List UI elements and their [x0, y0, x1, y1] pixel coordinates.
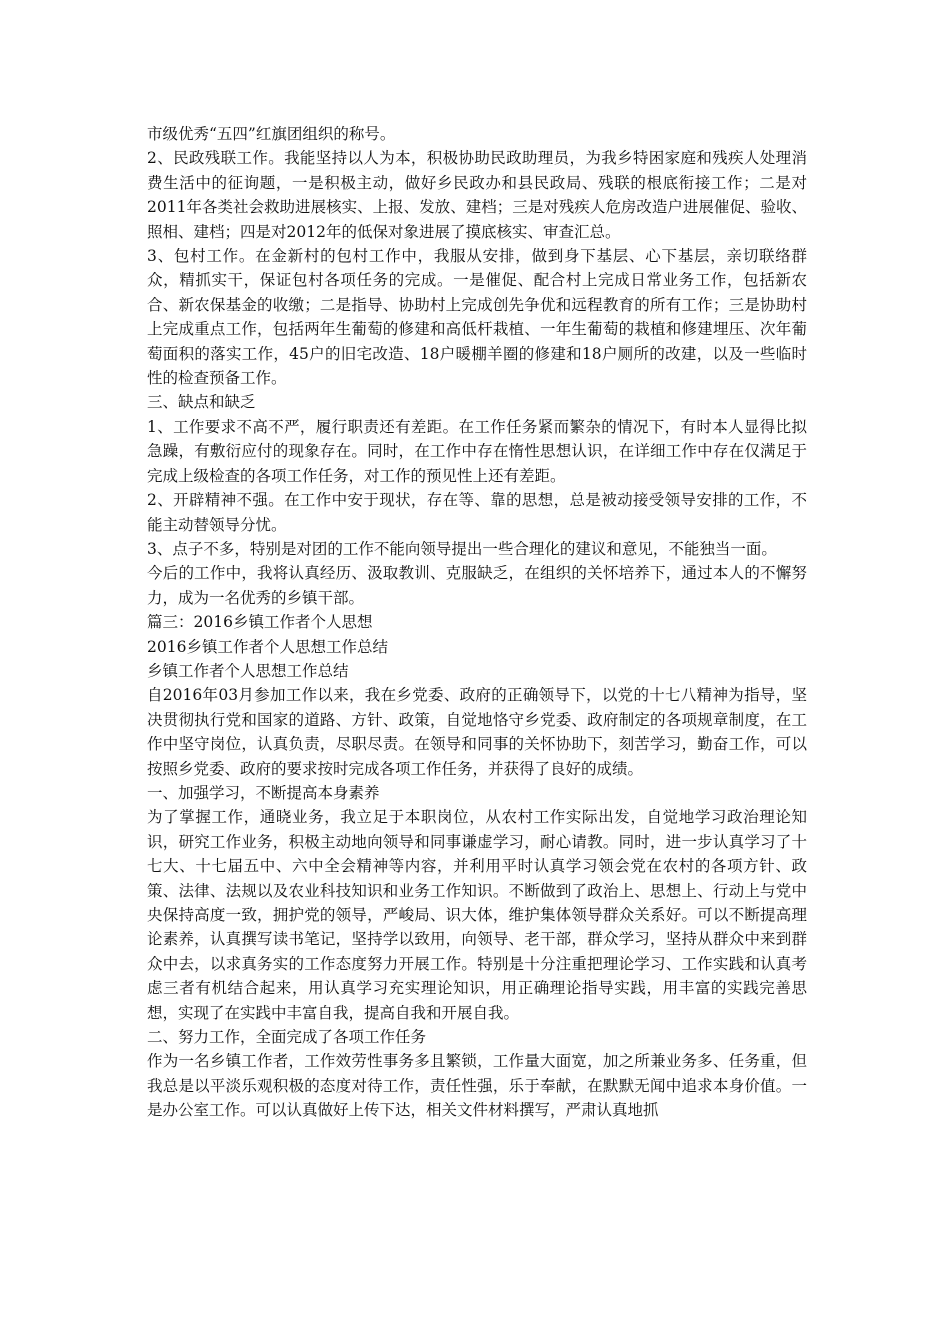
paragraph-12: 自2016年03月参加工作以来，我在乡党委、政府的正确领导下，以党的十七八精神为指导，坚决贯彻执行党和国家的道路、方针、政策，自觉地恪守乡党委、政府制定的各项规章制度，在工作中坚守岗位，认真负责，尽职尽责。在领导和同事的关怀协助下，刻苦学习，勤奋工作，可以按照乡党委、政府的要求按时完成各项工作任务，并获得了良好的成绩。: [147, 686, 807, 778]
paragraph-16: 作为一名乡镇工作者，工作效劳性事务多且繁锁，工作量大面宽，加之所兼业务多、任务重，但我总是以平淡乐观积极的态度对待工作，责任性强，乐于奉献，在默默无闻中追求本身价值。一是办公室工作。可以认真做好上传下达，相关文件材料撰写，严肃认真地抓: [147, 1052, 807, 1120]
article-subtitle: 乡镇工作者个人思想工作总结: [147, 661, 349, 680]
paragraph-3: 3、包村工作。在金新村的包村工作中，我服从安排，做到身下基层、心下基层，亲切联络群众，精抓实干，保证包村各项任务的完成。一是催促、配合村上完成日常业务工作，包括新农合、新农保基金的收缴；二是指导、协助村上完成创先争优和远程教育的所有工作；三是协助村上完成重点工作，包括两年生葡萄的修建和高低杆栽植、一年生葡萄的栽植和修建埋压、次年葡萄面积的落实工作，45户的旧宅改造、18户暖棚羊圈的修建和18户厕所的改建，以及一些临时性的检查预备工作。: [147, 247, 807, 388]
paragraph-6: 2、开辟精神不强。在工作中安于现状，存在等、靠的思想，总是被动接受领导安排的工作，不能主动替领导分忧。: [147, 491, 807, 534]
paragraph-7: 3、点子不多，特别是对团的工作不能向领导提出一些合理化的建议和意见，不能独当一面。: [147, 539, 777, 558]
chapter-heading: 篇三：2016乡镇工作者个人思想: [147, 613, 373, 632]
document-page: [147, 122, 807, 1123]
paragraph-1: 市级优秀“五四”红旗团组织的称号。: [147, 125, 396, 143]
paragraph-8: 今后的工作中，我将认真经历、汲取教训、克服缺乏，在组织的关怀培养下，通过本人的不懈努力，成为一名优秀的乡镇干部。: [147, 564, 807, 607]
section-heading-shortcomings: 三、缺点和缺乏: [147, 393, 256, 412]
article-title: 2016乡镇工作者个人思想工作总结: [147, 637, 388, 656]
section-heading-work: 二、努力工作，全面完成了各项工作任务: [147, 1028, 427, 1047]
paragraph-2: 2、民政残联工作。我能坚持以人为本，积极协助民政助理员，为我乡特困家庭和残疾人处理消费生活中的征询题，一是积极主动，做好乡民政办和县民政局、残联的根底衔接工作；二是对2011年各类社会救助进展核实、上报、发放、建档；三是对残疾人危房改造户进展催促、验收、照相、建档；四是对2012年的低保对象进展了摸底核实、审查汇总。: [147, 149, 807, 241]
paragraph-5: 1、工作要求不高不严，履行职责还有差距。在工作任务紧而繁杂的情况下，有时本人显得比拟急躁，有敷衍应付的现象存在。同时，在工作中存在惰性思想认识，在详细工作中存在仅满足于完成上级检查的各项工作任务，对工作的预见性上还有差距。: [147, 417, 807, 485]
paragraph-14: 为了掌握工作，通晓业务，我立足于本职岗位，从农村工作实际出发，自觉地学习政治理论知识，研究工作业务，积极主动地向领导和同事谦虚学习，耐心请教。同时，进一步认真学习了十七大、十七届五中、六中全会精神等内容，并利用平时认真学习领会党在农村的各项方针、政策、法律、法规以及农业科技知识和业务工作知识。不断做到了政治上、思想上、行动上与党中央保持高度一致，拥护党的领导，严峻局、识大体，维护集体领导群众关系好。可以不断提高理论素养，认真撰写读书笔记，坚持学以致用，向领导、老干部，群众学习，坚持从群众中来到群众中去，以求真务实的工作态度努力开展工作。特别是十分注重把理论学习、工作实践和认真考虑三者有机结合起来，用认真学习充实理论知识，用正确理论指导实践，用丰富的实践完善思想，实现了在实践中丰富自我，提高自我和开展自我。: [147, 808, 807, 1022]
section-heading-study: 一、加强学习，不断提高本身素养: [147, 783, 380, 802]
